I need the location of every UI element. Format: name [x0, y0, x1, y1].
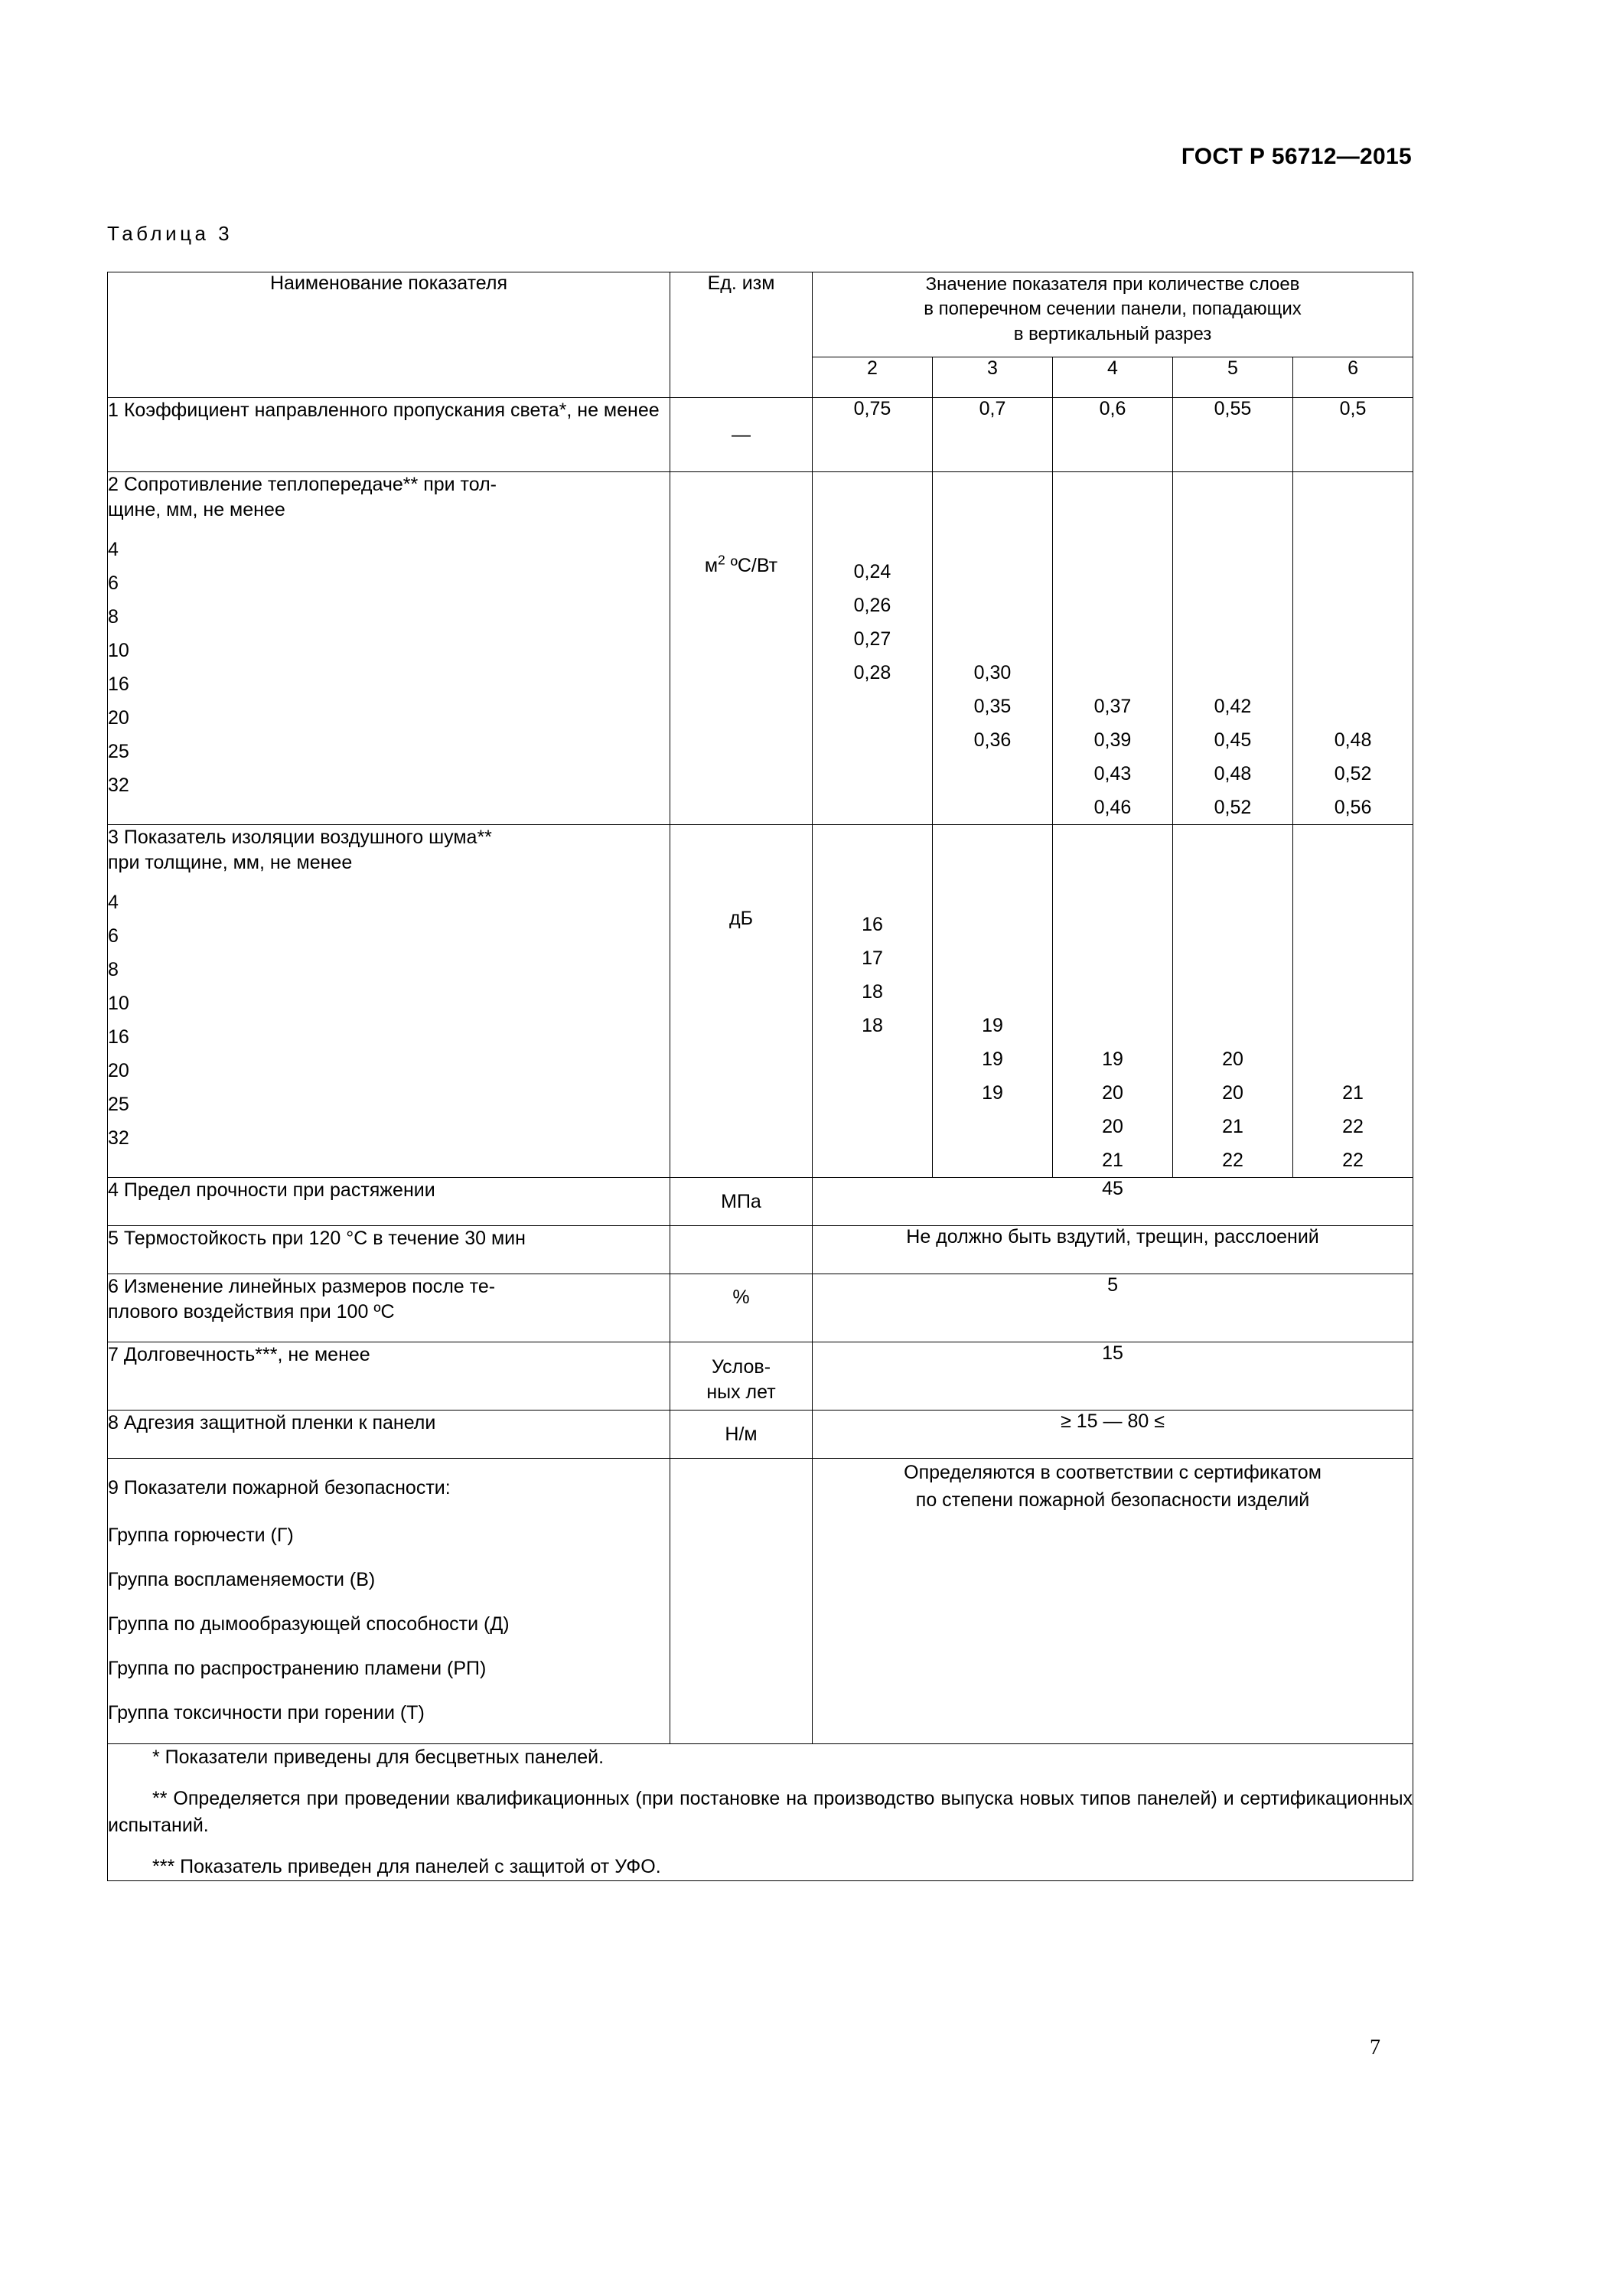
value-cell [1293, 1009, 1413, 1042]
footnote-1 [108, 1744, 1413, 1772]
value-cell [1173, 555, 1292, 589]
value-cell [813, 791, 932, 824]
thickness-item: 25 [108, 1094, 129, 1115]
row-1-name: 1 Коэффициент направленного пропускания света*, не менее [108, 398, 670, 472]
row-3-col-2 [813, 825, 933, 1178]
value-cell [933, 757, 1052, 791]
value-cell [1053, 908, 1172, 941]
value-cell [1053, 622, 1172, 656]
value-cell [1053, 589, 1172, 622]
value-cell: 0,48 [1214, 763, 1252, 784]
document-header-standard-code: ГОСТ Р 56712—2015 [1181, 144, 1412, 169]
value-cell: 22 [1342, 1116, 1364, 1137]
row-3-col-4 [1053, 825, 1173, 1178]
requirements-table [107, 272, 1413, 1881]
table-row [108, 472, 1413, 825]
row-7-unit-line-2: ных лет [706, 1381, 776, 1403]
row-5-value: Не должно быть вздутий, трещин, расслоений [813, 1226, 1413, 1274]
value-group-line-3: в вертикальный разрез [1013, 323, 1212, 344]
footnote-3 [108, 1854, 1413, 1881]
row-6-name [108, 1274, 670, 1342]
row-9-item: Группа токсичности при горении (Т) [108, 1702, 425, 1724]
row-3-name [108, 825, 670, 1178]
thickness-item: 25 [108, 741, 129, 762]
value-cell: 0,56 [1334, 797, 1372, 818]
row-6-name-line-2: плового воздействия при 100 ºC [108, 1300, 395, 1322]
value-stack [1173, 555, 1292, 824]
value-cell [1293, 941, 1413, 975]
value-cell: 21 [1222, 1116, 1243, 1137]
value-cell: 21 [1102, 1150, 1123, 1171]
value-cell: 22 [1342, 1150, 1364, 1171]
thickness-item: 32 [108, 1127, 129, 1149]
thickness-item: 32 [108, 775, 129, 796]
value-cell [1293, 1042, 1413, 1076]
row-8-name: 8 Адгезия защитной пленки к панели [108, 1411, 670, 1459]
thickness-item: 4 [108, 539, 119, 560]
row-2-thickness-list [108, 533, 670, 802]
column-header-layers-5: 5 [1173, 357, 1293, 398]
column-header-indicator-name: Наименование показателя [108, 272, 670, 398]
value-stack [1293, 908, 1413, 1177]
table-header-row-top [108, 272, 1413, 357]
footnote-3-text: *** Показатель приведен для панелей с защитой от УФО. [152, 1855, 661, 1877]
value-cell: 18 [862, 981, 883, 1003]
value-cell: 0,42 [1214, 696, 1252, 717]
value-cell: 0,45 [1214, 729, 1252, 751]
table-row [108, 1178, 1413, 1226]
row-9-item: Группа воспламеняемости (В) [108, 1569, 376, 1590]
value-cell: 22 [1222, 1150, 1243, 1171]
row-7-value: 15 [813, 1342, 1413, 1411]
row-2-name-line-2: щине, мм, не менее [108, 498, 285, 520]
row-3-name-line-2: при толщине, мм, не менее [108, 851, 353, 873]
value-cell [1173, 1009, 1292, 1042]
row-9-item: Группа по дымообразующей способности (Д) [108, 1613, 510, 1635]
row-2-col-4 [1053, 472, 1173, 825]
value-group-line-2: в поперечном сечении панели, попадающих [924, 298, 1302, 320]
thickness-item: 20 [108, 707, 129, 729]
row-2-unit-rest: ºC/Вт [725, 555, 778, 576]
value-cell: 0,24 [853, 561, 891, 582]
thickness-item: 16 [108, 673, 129, 695]
table-row [108, 398, 1413, 472]
row-2-unit-base: м [704, 555, 719, 576]
value-cell [1053, 656, 1172, 690]
row-3-col-3 [933, 825, 1053, 1178]
value-cell: 0,52 [1214, 797, 1252, 818]
value-stack [933, 908, 1052, 1177]
value-cell [813, 690, 932, 723]
thickness-item: 20 [108, 1060, 129, 1081]
table-footnotes [108, 1744, 1413, 1881]
value-cell: 0,35 [973, 696, 1012, 717]
column-header-layers-6: 6 [1293, 357, 1413, 398]
row-2-col-5 [1173, 472, 1293, 825]
value-cell [933, 1143, 1052, 1177]
value-cell [813, 1143, 932, 1177]
value-cell [1293, 690, 1413, 723]
value-cell [933, 791, 1052, 824]
value-cell: 0,39 [1093, 729, 1132, 751]
row-5-unit [670, 1226, 813, 1274]
value-cell [933, 589, 1052, 622]
table-row [108, 1342, 1413, 1411]
row-1-unit: — [670, 398, 813, 472]
row-1-value-5: 0,55 [1173, 398, 1293, 472]
row-1-value-3: 0,7 [933, 398, 1053, 472]
value-cell [1173, 941, 1292, 975]
value-cell: 20 [1102, 1116, 1123, 1137]
column-header-layers-3: 3 [933, 357, 1053, 398]
value-cell [813, 1076, 932, 1110]
row-9-unit [670, 1459, 813, 1744]
table-head [108, 272, 1413, 398]
thickness-item: 8 [108, 606, 119, 628]
value-stack [1053, 908, 1172, 1177]
value-cell: 0,28 [853, 662, 891, 683]
thickness-item: 16 [108, 1026, 129, 1048]
row-3-name-line-1: 3 Показатель изоляции воздушного шума** [108, 827, 492, 848]
row-6-unit: % [670, 1274, 813, 1342]
value-cell [1173, 975, 1292, 1009]
table-row [108, 825, 1413, 1178]
thickness-item: 10 [108, 640, 129, 661]
value-cell: 0,26 [853, 595, 891, 616]
row-9-value [813, 1459, 1413, 1744]
value-cell: 21 [1342, 1082, 1364, 1104]
value-stack [813, 908, 932, 1177]
thickness-item: 4 [108, 892, 119, 913]
value-cell: 0,48 [1334, 729, 1372, 751]
value-cell [1173, 622, 1292, 656]
value-cell [933, 622, 1052, 656]
value-cell [1293, 908, 1413, 941]
value-cell [1293, 555, 1413, 589]
row-7-unit-line-1: Услов- [711, 1356, 771, 1378]
value-cell: 20 [1222, 1049, 1243, 1070]
table-row [108, 1459, 1413, 1744]
row-4-value: 45 [813, 1178, 1413, 1226]
footnote-2 [108, 1786, 1413, 1840]
row-2-unit [670, 472, 813, 825]
value-cell [1173, 908, 1292, 941]
table-row [108, 1274, 1413, 1342]
footnote-1-text: * Показатели приведены для бесцветных панелей. [152, 1746, 605, 1768]
row-7-unit [670, 1342, 813, 1411]
value-stack [1173, 908, 1292, 1177]
column-header-layers-4: 4 [1053, 357, 1173, 398]
value-cell [813, 1042, 932, 1076]
value-group-line-1: Значение показателя при количестве слоев [925, 274, 1300, 295]
row-5-name: 5 Термостойкость при 120 °C в течение 30 мин [108, 1226, 670, 1274]
row-7-name: 7 Долговечность***, не менее [108, 1342, 670, 1411]
value-cell [933, 1110, 1052, 1143]
row-4-name: 4 Предел прочности при растяжении [108, 1178, 670, 1226]
value-cell [1053, 975, 1172, 1009]
row-9-title: 9 Показатели пожарной безопасности: [108, 1477, 451, 1499]
value-cell [1293, 622, 1413, 656]
value-cell: 0,37 [1093, 696, 1132, 717]
value-cell [1293, 589, 1413, 622]
value-cell: 0,46 [1093, 797, 1132, 818]
value-cell [1173, 589, 1292, 622]
row-9-value-line-1: Определяются в соответствии с сертификатом [904, 1462, 1322, 1483]
value-cell [933, 941, 1052, 975]
row-2-unit-exponent: 2 [718, 552, 725, 568]
row-3-col-6 [1293, 825, 1413, 1178]
table-caption: Таблица 3 [107, 222, 233, 245]
table-body [108, 398, 1413, 1881]
row-9-name [108, 1459, 670, 1744]
value-cell: 19 [1102, 1049, 1123, 1070]
row-8-value: ≥ 15 — 80 ≤ [813, 1411, 1413, 1459]
value-cell: 20 [1222, 1082, 1243, 1104]
table-row [108, 1226, 1413, 1274]
row-9-item: Группа горючести (Г) [108, 1525, 294, 1546]
thickness-item: 8 [108, 959, 119, 980]
table-footnotes-row [108, 1744, 1413, 1881]
row-4-unit: МПа [670, 1178, 813, 1226]
column-header-unit: Ед. изм [670, 272, 813, 398]
row-3-unit: дБ [670, 825, 813, 1178]
thickness-item: 10 [108, 993, 129, 1014]
value-cell [933, 555, 1052, 589]
row-6-value: 5 [813, 1274, 1413, 1342]
value-stack [813, 555, 932, 824]
value-cell [933, 908, 1052, 941]
value-cell: 0,27 [853, 628, 891, 650]
value-cell: 18 [862, 1015, 883, 1036]
value-cell [813, 723, 932, 757]
row-1-value-6: 0,5 [1293, 398, 1413, 472]
value-cell [813, 757, 932, 791]
value-stack [1293, 555, 1413, 824]
value-cell: 0,52 [1334, 763, 1372, 784]
value-stack [933, 555, 1052, 824]
value-cell: 17 [862, 947, 883, 969]
footnote-2-text: ** Определяется при проведении квалификационных (при постановке на производство выпуска новых типов панелей) и сертификационных испытаний. [108, 1787, 1413, 1836]
value-cell: 16 [862, 914, 883, 935]
value-cell [1293, 656, 1413, 690]
value-cell [1293, 975, 1413, 1009]
row-2-col-2 [813, 472, 933, 825]
thickness-item: 6 [108, 925, 119, 947]
row-6-name-line-1: 6 Изменение линейных размеров после те- [108, 1276, 496, 1297]
row-3-thickness-list [108, 885, 670, 1155]
column-header-layers-2: 2 [813, 357, 933, 398]
value-cell: 0,30 [973, 662, 1012, 683]
column-header-value-group [813, 272, 1413, 357]
value-cell [1053, 941, 1172, 975]
value-cell: 19 [982, 1082, 1003, 1104]
row-2-col-6 [1293, 472, 1413, 825]
row-2-name [108, 472, 670, 825]
value-stack [1053, 555, 1172, 824]
row-9-item: Группа по распространению пламени (РП) [108, 1658, 487, 1679]
value-cell: 19 [982, 1015, 1003, 1036]
value-cell: 20 [1102, 1082, 1123, 1104]
row-1-value-4: 0,6 [1053, 398, 1173, 472]
row-9-value-line-2: по степени пожарной безопасности изделий [915, 1489, 1310, 1512]
value-cell [1173, 656, 1292, 690]
row-8-unit: Н/м [670, 1411, 813, 1459]
value-cell [813, 1110, 932, 1143]
table-row [108, 1411, 1413, 1459]
value-cell: 0,36 [973, 729, 1012, 751]
value-cell [1053, 1009, 1172, 1042]
value-cell: 0,43 [1093, 763, 1132, 784]
value-cell [933, 975, 1052, 1009]
page-number: 7 [1370, 2036, 1380, 2060]
row-3-col-5 [1173, 825, 1293, 1178]
value-cell [1053, 555, 1172, 589]
row-2-name-line-1: 2 Сопротивление теплопередаче** при тол- [108, 474, 497, 495]
value-cell: 19 [982, 1049, 1003, 1070]
row-2-col-3 [933, 472, 1053, 825]
thickness-item: 6 [108, 572, 119, 594]
row-1-value-2: 0,75 [813, 398, 933, 472]
